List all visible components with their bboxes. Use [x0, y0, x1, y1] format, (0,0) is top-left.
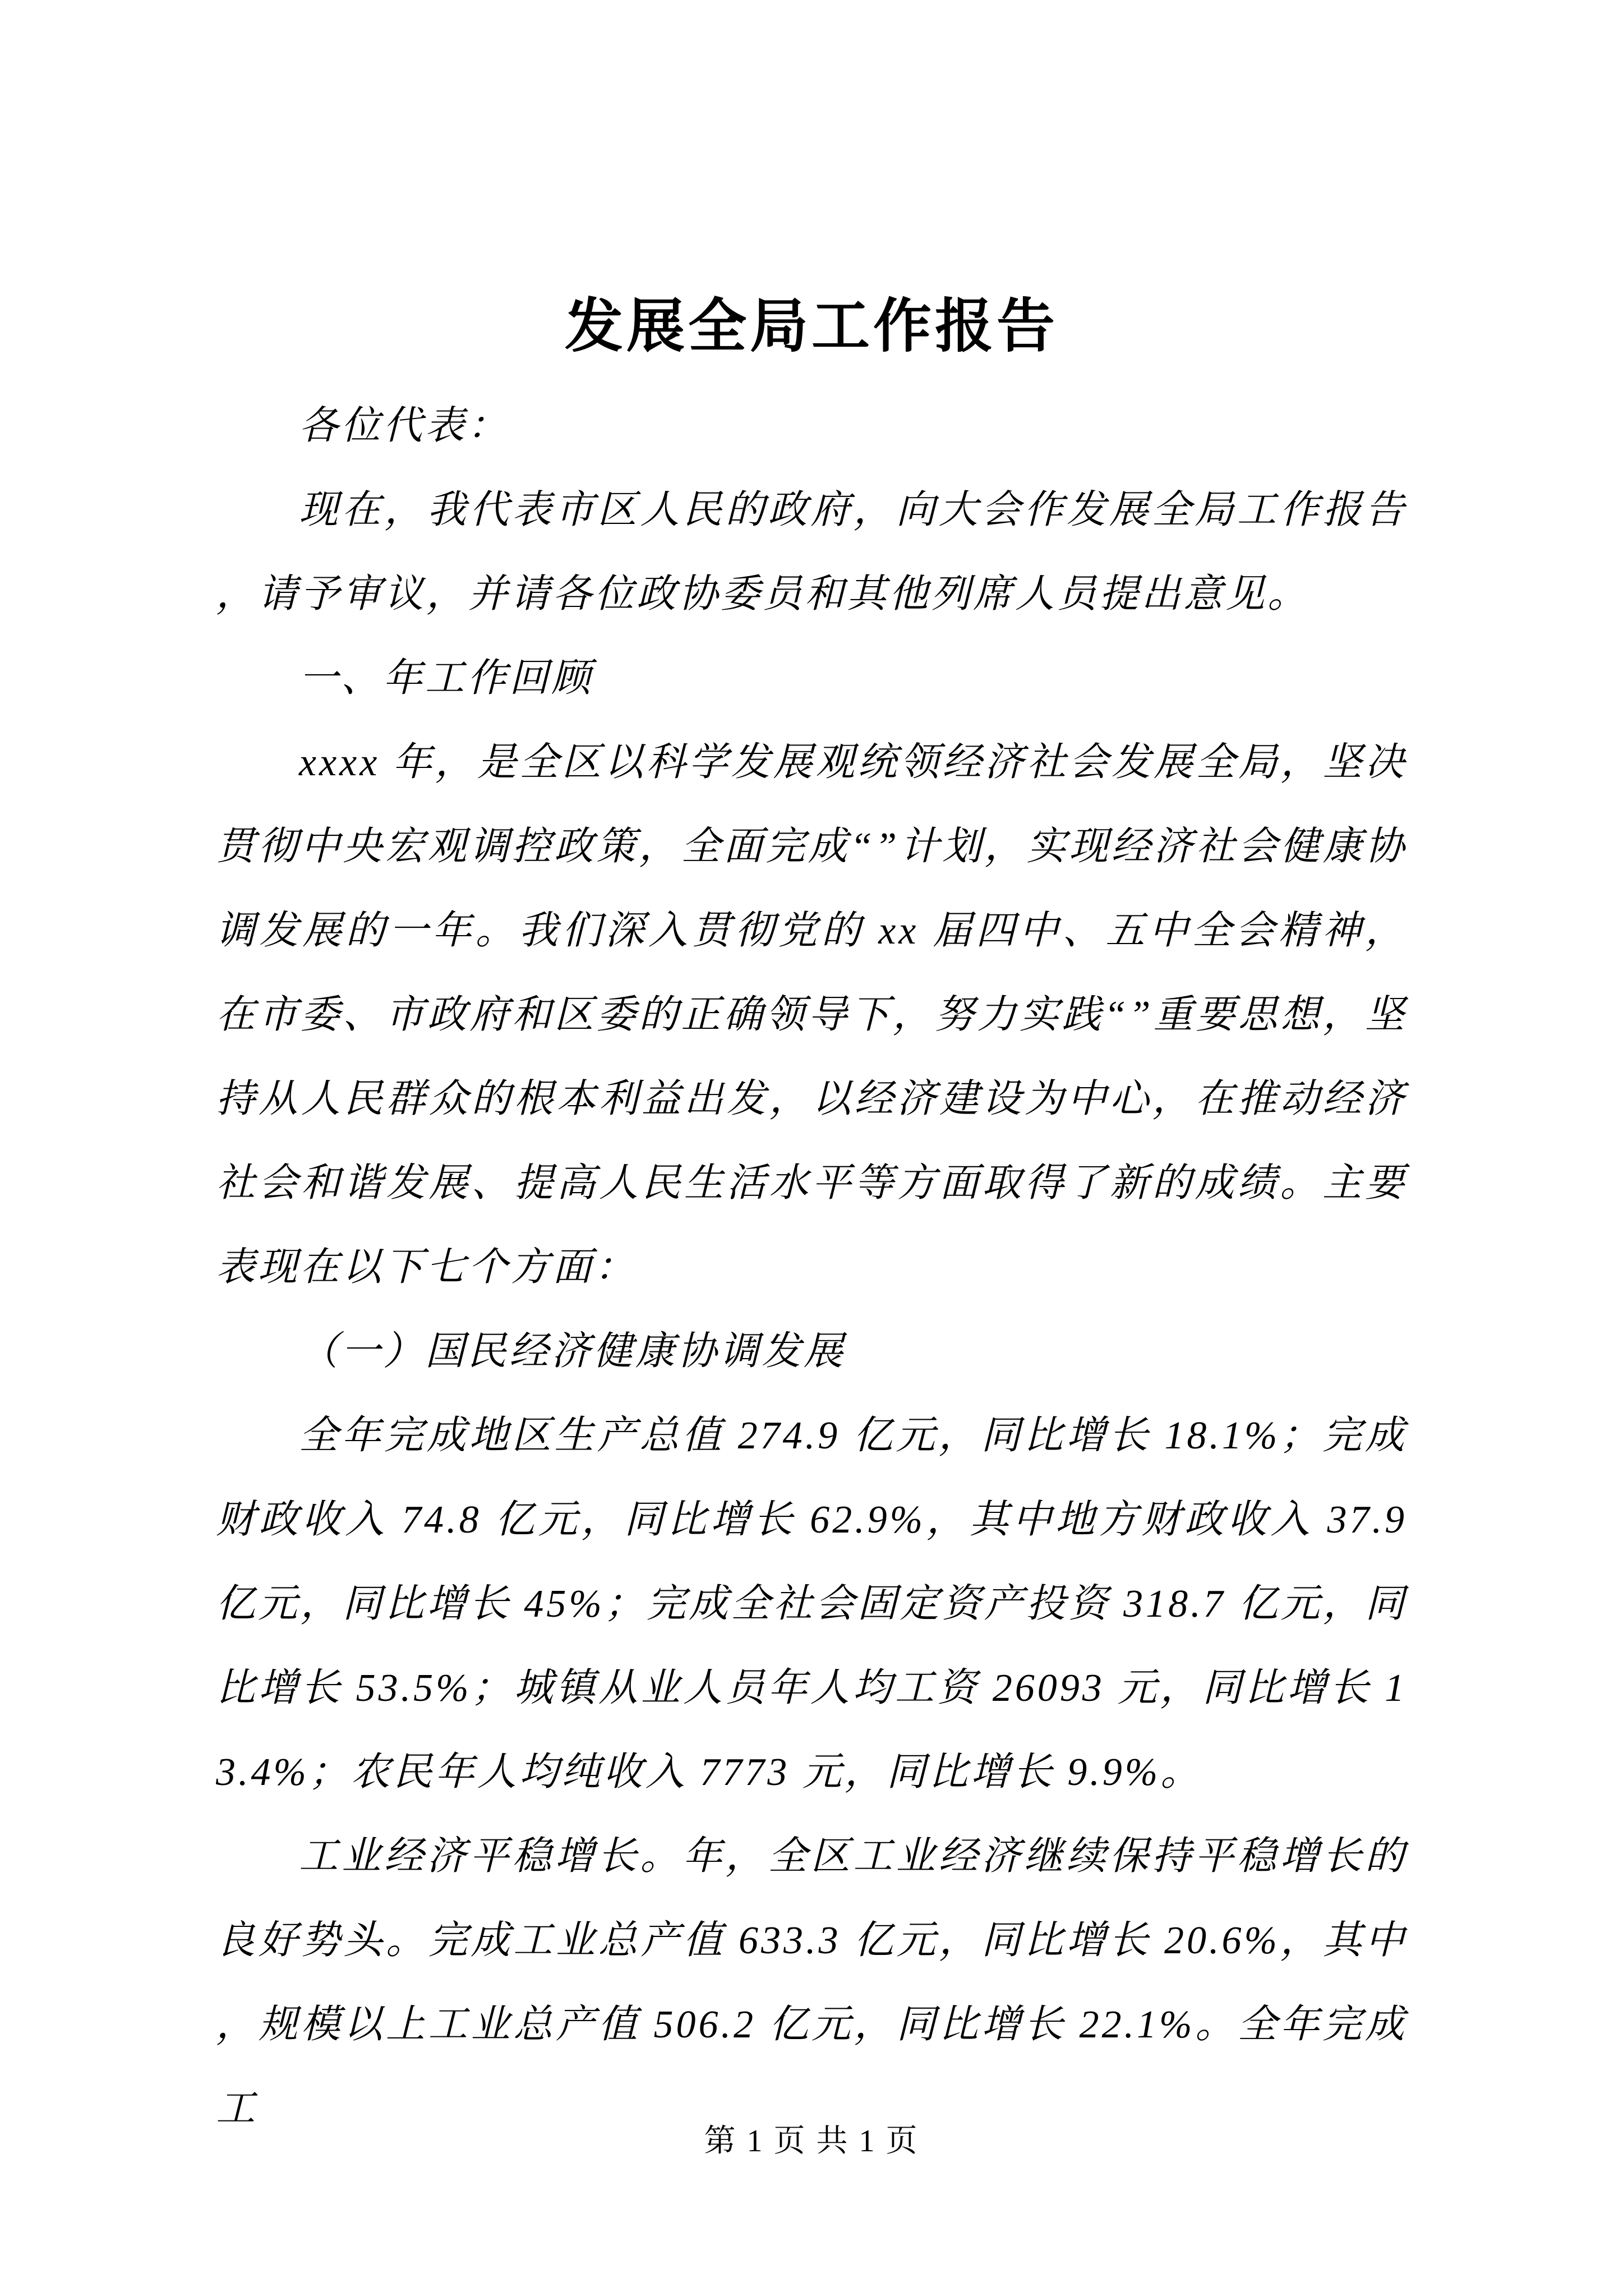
document-title: 发展全局工作报告: [564, 295, 1058, 359]
document-body: [216, 384, 1407, 2151]
page-number-label: 第 1 页 共 1 页: [704, 2124, 919, 2159]
body-paragraph: 工业经济平稳增长。年，全区工业经济继续保持平稳增长的良好势头。完成工业总产值 633.3 亿元，同比增长 20.6%，其中，规模以上工业总产值 506.2 亿元，同比增长 22.1%。全年完成工: [216, 1835, 1407, 2131]
body-paragraph: 各位代表：: [299, 404, 509, 448]
body-paragraph: （一）国民经济健康协调发展: [299, 1330, 846, 1373]
body-paragraph: 全年完成地区生产总值 274.9 亿元，同比增长 18.1%；完成财政收入 74.8 亿元，同比增长 62.9%，其中地方财政收入 37.9 亿元，同比增长 45%；完成全社会固定资产投资 318.7 亿元，同比增长 53.5%；城镇从业人员年人均工资 26093 元，同比增长 13.4%；农民年人均纯收入 7773 元，同比增长 9.9%。: [216, 1414, 1407, 1794]
body-paragraph: 一、年工作回顾: [299, 657, 593, 700]
body-paragraph: xxxx 年，是全区以科学发展观统领经济社会发展全局，坚决贯彻中央宏观调控政策，全面完成“”计划，实现经济社会健康协调发展的一年。我们深入贯彻党的 xx 届四中、五中全会精神，在市委、市政府和区委的正确领导下，努力实践“”重要思想，坚持从人民群众的根本利益出发，以经济建设为中心，在推动经济社会和谐发展、提高人民生活水平等方面取得了新的成绩。主要表现在以下七个方面：: [216, 741, 1407, 1289]
page-footer: [0, 2116, 1623, 2161]
body-paragraph: 现在，我代表市区人民的政府，向大会作发展全局工作报告，请予审议，并请各位政协委员和其他列席人员提出意见。: [216, 489, 1407, 616]
